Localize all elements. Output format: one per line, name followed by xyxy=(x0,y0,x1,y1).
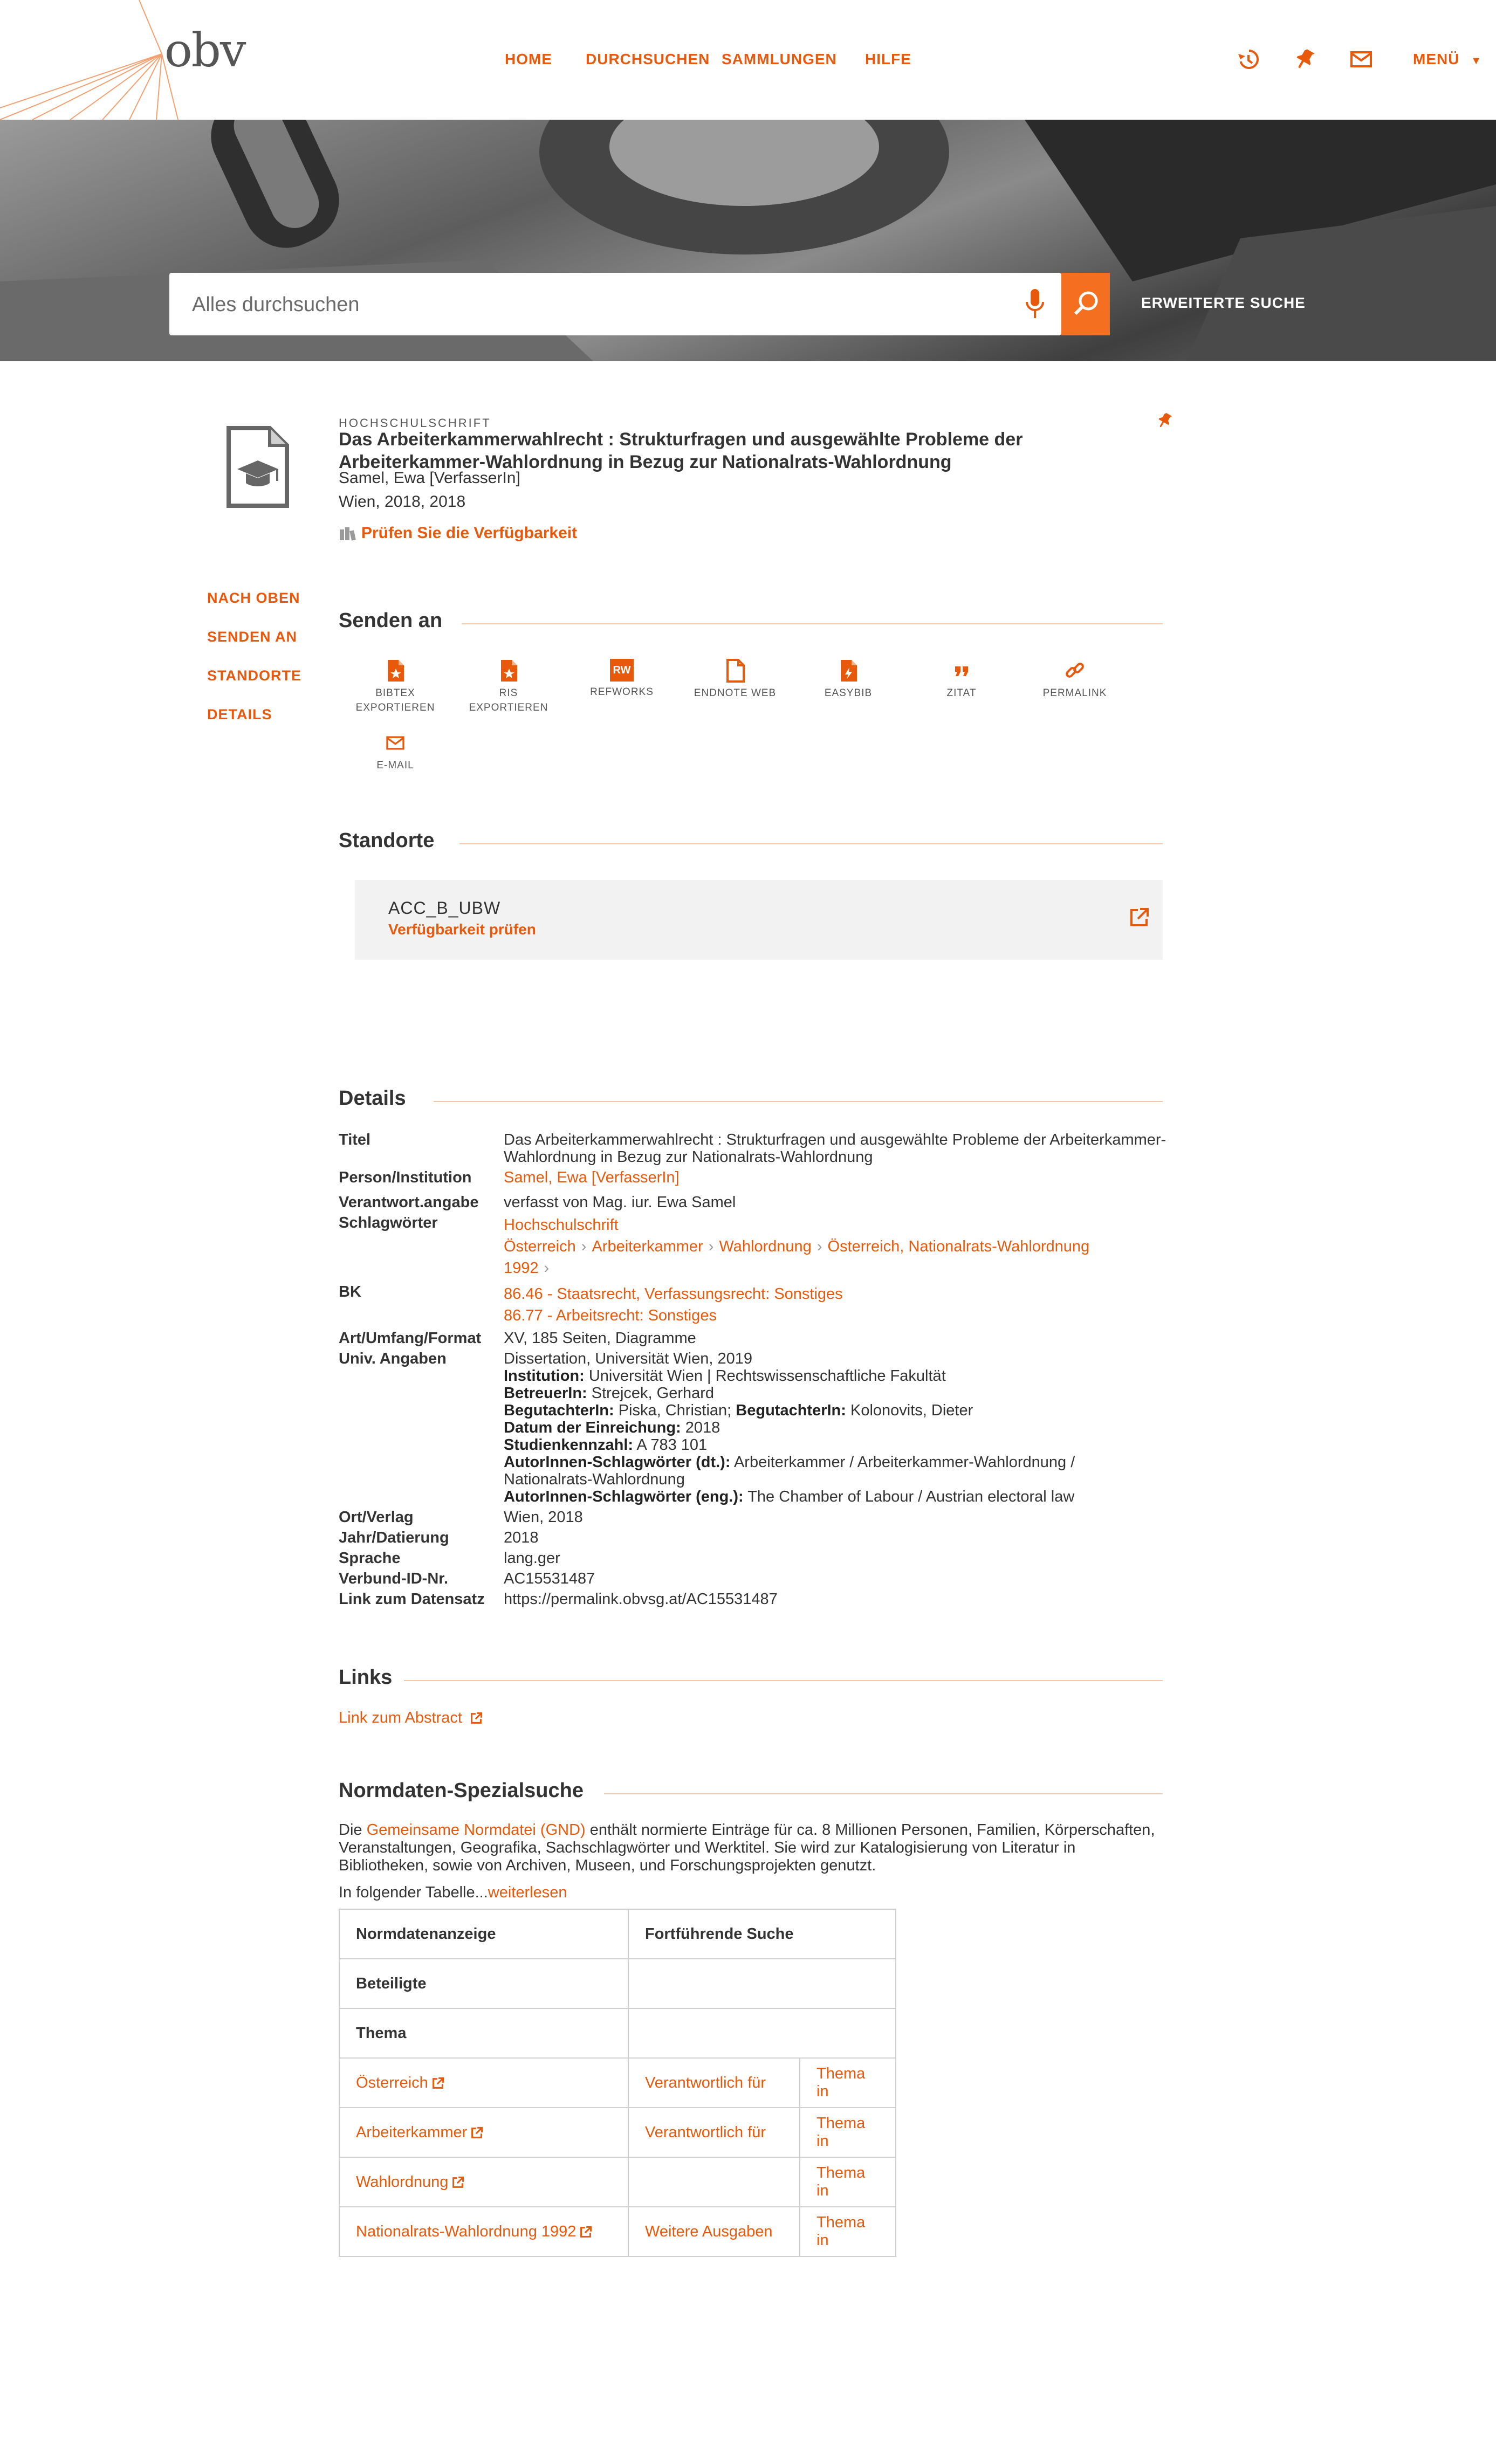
pin-icon[interactable] xyxy=(1292,46,1318,72)
univ-kennzahl: Studienkennzahl: A 783 101 xyxy=(504,1436,708,1454)
table-row xyxy=(339,2058,896,2108)
norm-wahlordnung-link[interactable]: Wahlordnung xyxy=(356,2173,449,2191)
send-email-label: E-MAIL xyxy=(376,760,414,771)
bk-arbeitsrecht-link[interactable]: 86.77 - Arbeitsrecht: Sonstiges xyxy=(504,1307,717,1324)
send-refworks-label: REFWORKS xyxy=(590,686,654,698)
detail-label-person: Person/Institution xyxy=(339,1169,472,1186)
search-box xyxy=(169,273,1061,335)
norm-wahlordnung-thema-link[interactable]: Thema in xyxy=(816,2164,866,2199)
detail-label-univ: Univ. Angaben xyxy=(339,1350,447,1367)
record-title: Das Arbeiterkammerwahlrecht : Strukturfragen und ausgewählte Probleme der Arbeiterkammer-Wahlordnung in Bezug zur Nationalrats-Wahlordnung xyxy=(339,429,1023,472)
univ-betreuer: BetreuerIn: Strejcek, Gerhard xyxy=(504,1385,715,1402)
table-cell-name xyxy=(339,2108,628,2157)
pin-record-icon[interactable] xyxy=(1155,411,1175,430)
univ-datum: Datum der Einreichung: 2018 xyxy=(504,1419,720,1436)
univ-schlagwoerter-eng: AutorInnen-Schlagwörter (eng.): The Chamber of Labour / Austrian electoral law xyxy=(504,1488,1075,1505)
detail-value-link[interactable]: https://permalink.obvsg.at/AC15531487 xyxy=(504,1591,778,1608)
nav-home[interactable]: HOME xyxy=(505,51,552,67)
table-row xyxy=(339,2157,896,2207)
location-name: ACC_B_UBW xyxy=(388,898,501,918)
search-input[interactable] xyxy=(191,273,1002,336)
table-cell-name xyxy=(339,2058,628,2108)
norm-oesterreich-link[interactable]: Österreich xyxy=(356,2074,428,2091)
detail-label-verantwort: Verantwort.angabe xyxy=(339,1194,479,1211)
norm-nationalrats-thema-link[interactable]: Thema in xyxy=(816,2214,866,2249)
record-year: Wien, 2018, 2018 xyxy=(339,493,466,511)
side-nav-standorte[interactable]: STANDORTE xyxy=(207,667,301,684)
site-header xyxy=(0,0,1496,120)
record-type: HOCHSCHULSCHRIFT xyxy=(339,416,491,430)
table-cell-action xyxy=(628,2207,800,2256)
norm-nationalrats-ausgaben-link[interactable]: Weitere Ausgaben xyxy=(645,2222,773,2240)
table-cell-thema: Thema xyxy=(339,2008,628,2058)
norm-arbeiterkammer-thema-link[interactable]: Thema in xyxy=(816,2115,866,2150)
external-link-icon xyxy=(470,2126,483,2139)
send-email[interactable] xyxy=(349,731,441,773)
detail-label-jahr: Jahr/Datierung xyxy=(339,1529,449,1546)
nav-hilfe[interactable]: HILFE xyxy=(865,51,911,67)
normdaten-table xyxy=(339,1909,896,2257)
library-icon xyxy=(339,526,357,541)
chevron-right-icon: › xyxy=(708,1238,714,1255)
locations-section-title: Standorte xyxy=(339,829,446,852)
section-rule xyxy=(604,1793,1163,1794)
caret-down-icon: ▼ xyxy=(1471,55,1483,67)
send-zitat[interactable] xyxy=(916,659,1007,700)
send-ris[interactable] xyxy=(463,659,554,715)
table-cell-action xyxy=(628,2108,800,2157)
detail-label-schlagwoerter: Schlagwörter xyxy=(339,1214,438,1231)
univ-diss: Dissertation, Universität Wien, 2019 xyxy=(504,1350,752,1367)
side-nav-senden-an[interactable]: SENDEN AN xyxy=(207,629,298,645)
weiterlesen-link[interactable]: weiterlesen xyxy=(488,1884,567,1901)
thesis-document-icon xyxy=(225,425,290,509)
send-bibtex-label: BIBTEX xyxy=(375,687,415,699)
detail-value-sprache: lang.ger xyxy=(504,1550,560,1567)
detail-label-ort: Ort/Verlag xyxy=(339,1509,414,1526)
section-rule xyxy=(459,843,1163,844)
external-link-icon[interactable] xyxy=(1128,907,1150,928)
file-bolt-icon xyxy=(838,659,859,683)
norm-arbeiterkammer-verantwortlich-link[interactable]: Verantwortlich für xyxy=(645,2123,766,2141)
abstract-link[interactable] xyxy=(339,1709,483,1727)
location-panel[interactable] xyxy=(355,880,1163,960)
check-availability-location-link[interactable]: Verfügbarkeit prüfen xyxy=(388,921,536,938)
send-endnote-label: ENDNOTE WEB xyxy=(694,687,777,699)
menu-button[interactable] xyxy=(1413,51,1482,68)
table-cell-action xyxy=(628,2058,800,2108)
nav-durchsuchen[interactable]: DURCHSUCHEN xyxy=(586,51,710,67)
table-row xyxy=(339,2207,896,2256)
send-refworks[interactable] xyxy=(576,659,668,699)
normdaten-description: Die Gemeinsame Normdatei (GND) enthält normierte Einträge für ca. 8 Millionen Personen, Familien, Körperschaften, Veranstaltungen, Geografika, Sachschlagwörter und Werktitel. Sie wird zur Katalogisierung von Literatur in Bibliotheken, sowie von Archiven, Museen, und Forschungsprojekten genutzt. xyxy=(339,1821,1155,1874)
detail-label-sprache: Sprache xyxy=(339,1550,401,1567)
file-export-icon xyxy=(498,659,519,683)
nav-sammlungen[interactable]: SAMMLUNGEN xyxy=(722,51,837,67)
gnd-link[interactable]: Gemeinsame Normdatei (GND) xyxy=(366,1821,586,1839)
send-ris-label-2: EXPORTIEREN xyxy=(469,702,548,713)
detail-value-art: XV, 185 Seiten, Diagramme xyxy=(504,1330,696,1347)
search-button[interactable] xyxy=(1061,273,1110,335)
bk-staatsrecht-link[interactable]: 86.46 - Staatsrecht, Verfassungsrecht: Sonstiges xyxy=(504,1285,843,1303)
send-section-title: Senden an xyxy=(339,609,454,632)
menu-label: MENÜ xyxy=(1413,51,1460,67)
table-cell-empty xyxy=(628,1959,896,2008)
detail-value-univ xyxy=(504,1350,1167,1505)
table-row xyxy=(339,2108,896,2157)
detail-label-art: Art/Umfang/Format xyxy=(339,1330,482,1347)
detail-value-schlagwoerter xyxy=(504,1214,1097,1279)
obv-logo[interactable] xyxy=(0,0,248,120)
table-cell-action xyxy=(800,2108,896,2157)
side-nav-nach-oben[interactable]: NACH OBEN xyxy=(207,590,300,606)
logo-text: obv xyxy=(164,24,245,78)
section-rule xyxy=(434,1101,1163,1102)
send-zitat-label: ZITAT xyxy=(946,687,977,699)
detail-label-verbund: Verbund-ID-Nr. xyxy=(339,1570,449,1587)
univ-institution: Institution: Universität Wien | Rechtswissenschaftliche Fakultät xyxy=(504,1367,946,1385)
advanced-search-link[interactable]: ERWEITERTE SUCHE xyxy=(1141,294,1306,311)
subject-wahlordnung-link[interactable]: Wahlordnung xyxy=(719,1238,812,1255)
norm-nationalrats-link[interactable]: Nationalrats-Wahlordnung 1992 xyxy=(356,2222,577,2240)
send-ris-label: RIS xyxy=(499,687,518,699)
table-cell-action xyxy=(800,2058,896,2108)
table-cell-empty xyxy=(628,2008,896,2058)
table-header-normdatenanzeige: Normdatenanzeige xyxy=(339,1909,628,1959)
chevron-right-icon: › xyxy=(544,1259,550,1277)
table-cell-beteiligte: Beteiligte xyxy=(339,1959,628,2008)
table-row xyxy=(339,1959,896,2008)
link-icon xyxy=(1064,659,1086,683)
send-easybib-label: EASYBIB xyxy=(824,687,873,699)
normdaten-section-title: Normdaten-Spezialsuche xyxy=(339,1779,595,1802)
quote-icon xyxy=(951,659,972,683)
external-link-icon xyxy=(451,2176,464,2189)
detail-value-titel: Das Arbeiterkammerwahlrecht : Strukturfragen und ausgewählte Probleme der Arbeiterkammer-Wahlordnung in Bezug zur Nationalrats-Wahlordnung xyxy=(504,1131,1166,1166)
send-easybib[interactable] xyxy=(802,659,894,700)
section-rule xyxy=(462,623,1163,624)
history-icon[interactable] xyxy=(1235,46,1261,72)
chevron-right-icon: › xyxy=(816,1238,822,1255)
mail-icon xyxy=(385,731,406,755)
microphone-icon[interactable] xyxy=(1024,287,1046,321)
external-link-icon xyxy=(579,2226,592,2239)
normdaten-more: In folgender Tabelle...weiterlesen xyxy=(339,1884,567,1901)
detail-value-verbund: AC15531487 xyxy=(504,1570,595,1587)
chevron-right-icon: › xyxy=(581,1238,587,1255)
subject-hochschulschrift-link[interactable]: Hochschulschrift xyxy=(504,1216,619,1234)
mail-icon[interactable] xyxy=(1348,46,1374,72)
send-bibtex[interactable] xyxy=(349,659,441,715)
external-link-icon xyxy=(470,1712,483,1725)
file-export-icon xyxy=(385,659,406,683)
detail-value-verantwort: verfasst von Mag. iur. Ewa Samel xyxy=(504,1194,736,1211)
detail-value-person xyxy=(504,1169,1167,1186)
table-cell-action xyxy=(800,2157,896,2207)
section-rule xyxy=(400,1680,1163,1681)
norm-oesterreich-thema-link[interactable]: Thema in xyxy=(816,2065,866,2100)
refworks-icon: RW xyxy=(610,659,634,682)
send-permalink[interactable] xyxy=(1029,659,1121,700)
detail-value-ort: Wien, 2018 xyxy=(504,1509,583,1526)
table-cell-action xyxy=(628,2157,800,2207)
send-bibtex-label-2: EXPORTIEREN xyxy=(355,702,435,713)
detail-value-bk xyxy=(504,1283,1167,1326)
univ-begutachter: BegutachterIn: Piska, Christian; BegutachterIn: Kolonovits, Dieter xyxy=(504,1402,973,1419)
norm-oesterreich-verantwortlich-link[interactable]: Verantwortlich für xyxy=(645,2074,766,2091)
search-icon xyxy=(1061,273,1110,335)
univ-schlagwoerter-dt: AutorInnen-Schlagwörter (dt.): Arbeiterkammer / Arbeiterkammer-Wahlordnung / Nationalrats-Wahlordnung xyxy=(504,1454,1075,1488)
author-link[interactable]: Samel, Ewa [VerfasserIn] xyxy=(504,1169,680,1186)
table-cell-name xyxy=(339,2207,628,2256)
table-cell-name xyxy=(339,2157,628,2207)
norm-arbeiterkammer-link[interactable]: Arbeiterkammer xyxy=(356,2123,468,2141)
table-header-fortfuehrende-suche: Fortführende Suche xyxy=(628,1909,896,1959)
send-permalink-label: PERMALINK xyxy=(1042,687,1107,699)
send-endnote-web[interactable] xyxy=(689,659,781,700)
detail-label-link: Link zum Datensatz xyxy=(339,1591,485,1608)
check-availability-link[interactable]: Prüfen Sie die Verfügbarkeit xyxy=(361,524,578,542)
subject-nationalrats-link[interactable]: Österreich, Nationalrats-Wahlordnung 1992 xyxy=(504,1238,1090,1277)
table-row xyxy=(339,2008,896,2058)
subject-oesterreich-link[interactable]: Österreich xyxy=(504,1238,576,1255)
details-section-title: Details xyxy=(339,1087,418,1110)
subject-arbeiterkammer-link[interactable]: Arbeiterkammer xyxy=(592,1238,703,1255)
external-link-icon xyxy=(431,2077,444,2090)
detail-label-bk: BK xyxy=(339,1283,361,1300)
side-nav-details[interactable]: DETAILS xyxy=(207,706,272,722)
detail-value-jahr: 2018 xyxy=(504,1529,539,1546)
table-cell-action xyxy=(800,2207,896,2256)
abstract-link-text[interactable]: Link zum Abstract xyxy=(339,1709,462,1726)
links-section-title: Links xyxy=(339,1666,404,1689)
record-author: Samel, Ewa [VerfasserIn] xyxy=(339,469,520,487)
detail-label-titel: Titel xyxy=(339,1131,371,1148)
file-icon xyxy=(724,659,746,683)
